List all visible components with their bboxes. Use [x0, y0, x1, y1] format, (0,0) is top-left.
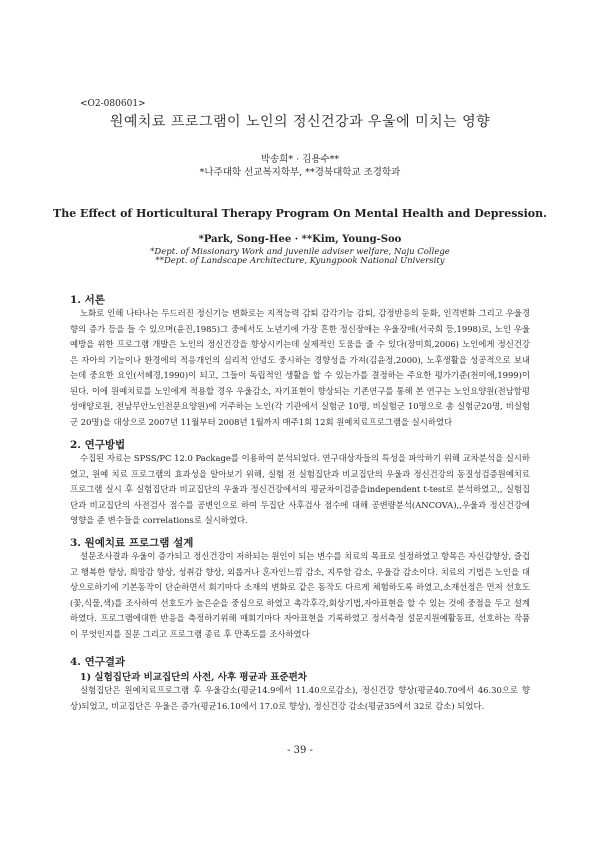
- paper-title-english: The Effect of Horticultural Therapy Program On Mental Health and Depression.: [53, 207, 547, 220]
- section-body-program-design: 설문조사결과 우울이 증가되고 정신건강이 저하되는 원인이 되는 변수를 치료의 목표로 설정하였고 항목은 자신감향상, 즐겁고 행복한 향상, 희망감 향상, 성취감 향상, 외롭거나 혼자인느낌 감소, 지루함 감소, 우울감 감소이다. 치료의 기법은 노인을 대상으로하기에 기본동작이 단순하면서 회기마다 소재의 변화로 같은 동작도 다르게 체험하도록 하였고,소재선정은 먼저 선호도(꽃,식물,색)를 조사하여 선호도가 높은순을 중심으로 하였고 촉각후각,회상기법,자아표현을 할 수 있는 것에 중점을 두고 설계하였다. 프로그램에대한 반응을 측정하기위해 매회기마다 자아표현을 기록하였고 정서측정 설문지원예활동표, 선호하는 작품이 무엇인지를 질문 그리고 프로그램 종료 후 만족도를 조사하였다: [70, 551, 530, 639]
- affiliation-english-1: *Dept. of Missionary Work and juvenile adviser welfare, Naju College: [150, 247, 450, 257]
- authors-english: *Park, Song-Hee · **Kim, Young-Soo: [198, 234, 402, 245]
- section-heading-results: 4. 연구결과: [70, 656, 126, 668]
- affiliation-korean: *나주대학 선교복지학부, **경북대학교 조경학과: [199, 167, 401, 178]
- section-heading-program-design: 3. 원예치료 프로그램 설계: [70, 537, 194, 549]
- section-body-introduction: 노화로 인해 나타나는 두드러진 정신기능 변화로는 지적능력 감퇴 감각기능 감퇴, 감정반응의 둔화, 인격변화 그리고 우울경향의 증가 등을 들 수 있으며(윤진,1985)그 중에서도 노년기에 가장 흔한 정신장애는 우울장애(서국희 등,1998)로, 노인 우울예방을 위한 프로그램 개발은 노인의 정신건강을 향상시키는데 실제적인 도움을 줄 수 있다(장미희,2006) 노인에게 정신건강은 자아의 기능이나 환경에의 적응개인의 심리적 안녕도 중시하는 경향성을 가져(김윤정,2000), 노후생활을 성공적으로 보내는데 중요한 요인(서혜경,1990)이 되고, 그들이 독립적인 생활을 할 수 있는가를 결정하는 주요한 평가기준(천미애,1999)이 된다. 이에 원예치료를 노인에게 적용할 경우 우울감소, 자기표현이 향상되는 기존연구를 통해 본 연구는 노인요양원(전남함평성애양로원, 전남무안노인전문요양원)에 거주하는 노인(각 기관에서 실험군 10명, 비실험군 10명으로 총 실험군20명, 비실험군 20명)을 대상으로 2007년 11월부터 2008년 1월까지 매주1회 12회 원예치료프로그램을 실시하였다: [70, 308, 530, 427]
- subsection-heading-results: 1) 실험집단과 비교집단의 사전, 사후 평균과 표준편차: [80, 672, 307, 683]
- authors-korean: 박송희* · 김용수**: [260, 154, 340, 165]
- section-body-results: 실험집단은 원예치료프로그램 후 우울감소(평균14.9에서 11.40으로감소), 정신건강 향상(평균40.70에서 46.30으로 향상)되었고, 비교집단은 우울은 증가(평균16.10에서 17.0로 향상), 정신건강 감소(평균35에서 32로 감소) 되었다.: [70, 685, 530, 711]
- section-heading-methods: 2. 연구방법: [70, 439, 126, 451]
- affiliation-english-2: **Dept. of Landscape Architecture, Kyungpook National University: [155, 256, 445, 266]
- section-heading-introduction: 1. 서론: [70, 294, 105, 306]
- page-number: - 39 -: [287, 745, 313, 756]
- paper-code: <O2-080601>: [80, 99, 146, 109]
- section-body-methods: 수집된 자료는 SPSS/PC 12.0 Package를 이용하여 분석되었다. 연구대상자들의 특성을 파악하기 위해 교차분석을 실시하였고, 원예 치료 프로그램의 효과성을 알아보기 위해, 실험 전 실험집단과 비교집단의 우울과 정신건강의 동질성검증원예치료 프로그램 실시 후 실험집단과 비교집단의 우울과 정신건강에서의 평균차이검증을independent t-test로 분석하였고,, 실험집단과 비교집단의 사전검사 점수를 공변인으로 하여 두집단 사후검사 점수에 대해 공변량분석(ANCOVA),,우울과 정신건강에 영향을 준 변수들을 correlations로 실시하였다.: [70, 453, 530, 525]
- paper-title-korean: 원예치료 프로그램이 노인의 정신건강과 우울에 미치는 영향: [109, 114, 491, 130]
